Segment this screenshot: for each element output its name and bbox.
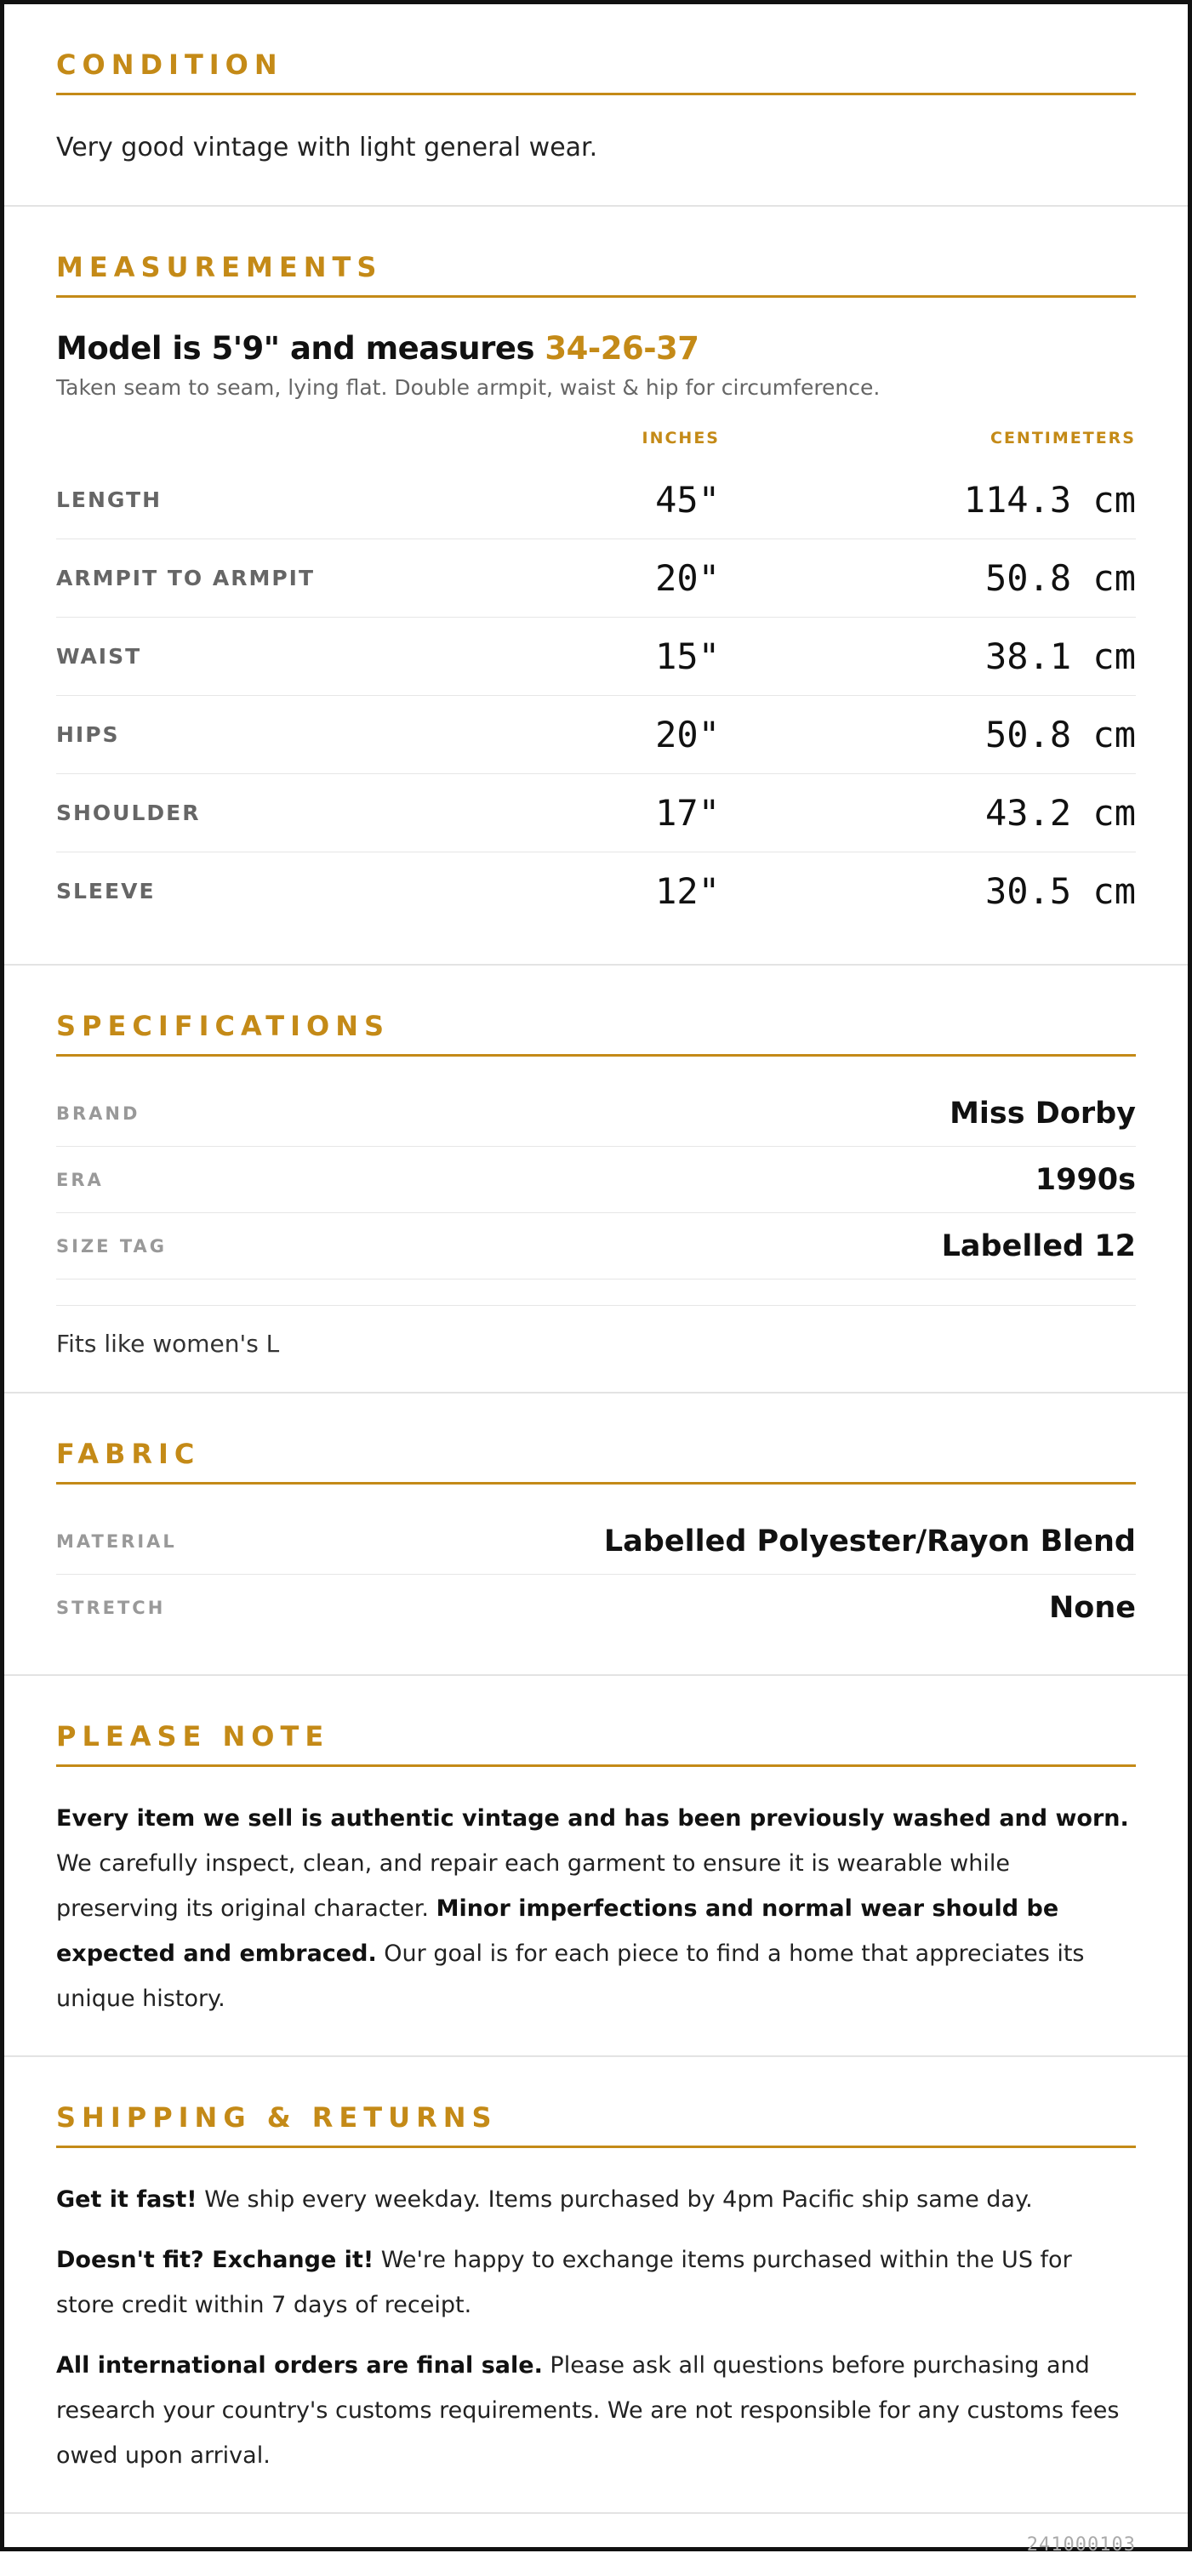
fabric-value: Labelled Polyester/Rayon Blend xyxy=(603,1524,1136,1559)
footer xyxy=(4,2514,1188,2576)
shipping-paragraph-3 xyxy=(56,2343,1136,2478)
measurement-row xyxy=(56,852,1136,930)
fabric-value: None xyxy=(1049,1590,1136,1625)
inches-column-header: INCHES xyxy=(642,429,720,447)
measurement-inches: 20" xyxy=(655,557,720,599)
spec-value: Labelled 12 xyxy=(941,1228,1136,1263)
specifications-section xyxy=(4,966,1188,1393)
measurement-label: SLEEVE xyxy=(56,879,156,903)
measurement-inches: 17" xyxy=(655,792,720,834)
spec-row-size-tag xyxy=(56,1213,1136,1279)
fit-note: Fits like women's L xyxy=(56,1305,1136,1358)
note-text-2: Our goal is for each piece to find a home that appreciates its unique history. xyxy=(56,1941,1085,2012)
shipping-bold-2: Doesn't fit? Exchange it! xyxy=(56,2247,374,2273)
measurement-inches: 15" xyxy=(655,635,720,677)
specifications-title: SPECIFICATIONS xyxy=(56,1010,1136,1057)
spec-key: BRAND xyxy=(56,1103,140,1124)
measurement-cm: 50.8 cm xyxy=(984,557,1136,599)
measurement-label: HIPS xyxy=(56,722,120,747)
please-note-title: PLEASE NOTE xyxy=(56,1720,1136,1767)
measurement-inches: 12" xyxy=(655,870,720,912)
sku-code: 241000103 xyxy=(1026,2534,1136,2556)
measurement-cm: 30.5 cm xyxy=(984,870,1136,912)
measurement-label: WAIST xyxy=(56,644,142,669)
measurement-label: LENGTH xyxy=(56,487,162,512)
spec-value: 1990s xyxy=(1035,1162,1136,1197)
fabric-key: STRETCH xyxy=(56,1597,166,1618)
spec-key: ERA xyxy=(56,1169,104,1190)
measurement-row xyxy=(56,461,1136,539)
measurements-subtitle: Taken seam to seam, lying flat. Double armpit, waist & hip for circumference. xyxy=(56,375,881,400)
spec-value: Miss Dorby xyxy=(950,1096,1136,1131)
measurement-label: SHOULDER xyxy=(56,801,201,825)
shipping-text-3: Please ask all questions before purchasing and research your country's customs requirements. We are not responsible for any customs fees owed upon arrival. xyxy=(56,2352,1120,2469)
measurements-table xyxy=(56,461,1136,930)
measurement-label: ARMPIT TO ARMPIT xyxy=(56,566,316,590)
note-text-1: We carefully inspect, clean, and repair each garment to ensure it is wearable while preserving its original character. xyxy=(56,1850,1011,1922)
shipping-paragraph-2 xyxy=(56,2237,1136,2328)
measurement-row xyxy=(56,696,1136,774)
measurement-cm: 50.8 cm xyxy=(984,714,1136,755)
shipping-bold-1: Get it fast! xyxy=(56,2186,197,2213)
please-note-text xyxy=(56,1796,1136,2021)
measurement-cm: 38.1 cm xyxy=(984,635,1136,677)
fabric-key: MATERIAL xyxy=(56,1530,177,1552)
fabric-section xyxy=(4,1393,1188,1676)
measurements-header xyxy=(56,429,1136,447)
centimeters-column-header: CENTIMETERS xyxy=(990,429,1136,447)
condition-text: Very good vintage with light general wear. xyxy=(56,133,598,162)
model-value: 34-26-37 xyxy=(545,330,699,367)
measurements-section xyxy=(4,207,1188,966)
shipping-text-1: We ship every weekday. Items purchased by 4pm Pacific ship same day. xyxy=(197,2186,1033,2213)
model-prefix: Model is 5'9" and measures xyxy=(56,330,545,367)
note-bold-1: Every item we sell is authentic vintage and has been previously washed and worn. xyxy=(56,1805,1129,1832)
please-note-section xyxy=(4,1676,1188,2057)
condition-section xyxy=(4,4,1188,207)
shipping-title: SHIPPING & RETURNS xyxy=(56,2101,1136,2148)
measurement-cm: 43.2 cm xyxy=(984,792,1136,834)
spec-key: SIZE TAG xyxy=(56,1235,168,1257)
spec-row-brand xyxy=(56,1080,1136,1147)
shipping-section xyxy=(4,2057,1188,2514)
spec-row-era xyxy=(56,1147,1136,1213)
note-bold-2: Minor imperfections and normal wear should be expected and embraced. xyxy=(56,1895,1059,1967)
fabric-list xyxy=(56,1508,1136,1640)
measurement-row xyxy=(56,618,1136,696)
measurement-row xyxy=(56,774,1136,852)
fabric-row-material xyxy=(56,1508,1136,1575)
measurement-inches: 20" xyxy=(655,714,720,755)
condition-title: CONDITION xyxy=(56,48,1136,95)
measurement-row xyxy=(56,539,1136,618)
measurements-title: MEASUREMENTS xyxy=(56,251,1136,298)
shipping-text-2: We're happy to exchange items purchased within the US for store credit within 7 days of receipt. xyxy=(56,2247,1072,2318)
shipping-paragraph-1 xyxy=(56,2177,1136,2222)
specifications-list xyxy=(56,1080,1136,1279)
measurement-cm: 114.3 cm xyxy=(963,479,1136,521)
fabric-row-stretch xyxy=(56,1575,1136,1640)
fabric-title: FABRIC xyxy=(56,1438,1136,1485)
model-measurements xyxy=(56,330,1136,367)
measurement-inches: 45" xyxy=(655,479,720,521)
shipping-bold-3: All international orders are final sale. xyxy=(56,2352,543,2379)
